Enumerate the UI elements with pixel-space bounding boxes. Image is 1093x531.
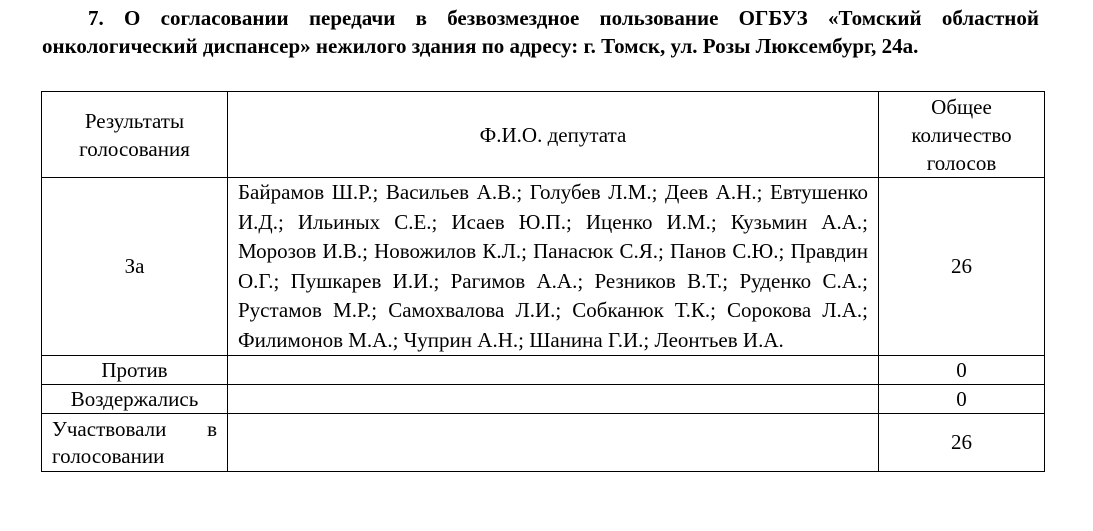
vote-count-abstained: 0 xyxy=(879,385,1045,414)
header-results: Результаты голосования xyxy=(42,92,228,178)
header-deputy-name: Ф.И.О. депутата xyxy=(228,92,879,178)
vote-count-for: 26 xyxy=(879,178,1045,356)
deputy-names-participated xyxy=(228,414,879,472)
voting-results-table xyxy=(41,91,1045,472)
row-label-against: Против xyxy=(42,356,228,385)
row-label-for: За xyxy=(42,178,228,356)
vote-count-against: 0 xyxy=(879,356,1045,385)
deputy-names-abstained xyxy=(228,385,879,414)
header-total-votes: Общее количество голосов xyxy=(879,92,1045,178)
table-header-row xyxy=(42,92,1045,178)
table-row-against xyxy=(42,356,1045,385)
row-label-participated: Участвовали в голосовании xyxy=(42,414,228,472)
table-row-for xyxy=(42,178,1045,356)
table-row-participated xyxy=(42,414,1045,472)
deputy-names-against xyxy=(228,356,879,385)
section-heading: 7. О согласовании передачи в безвозмездное пользование ОГБУЗ «Томский областной онкологический диспансер» нежилого здания по адресу: г. Томск, ул. Розы Люксембург, 24а. xyxy=(42,6,1039,58)
deputy-names-for: Байрамов Ш.Р.; Васильев А.В.; Голубев Л.М.; Деев А.Н.; Евтушенко И.Д.; Ильиных С.Е.; Исаев Ю.П.; Иценко И.М.; Кузьмин А.А.; Морозов И.В.; Новожилов К.Л.; Панасюк С.Я.; Панов С.Ю.; Правдин О.Г.; Пушкарев И.И.; Рагимов А.А.; Резников В.Т.; Руденко С.А.; Рустамов М.Р.; Самохвалова Л.И.; Собканюк Т.К.; Сорокова Л.А.; Филимонов М.А.; Чуприн А.Н.; Шанина Г.И.; Леонтьев И.А. xyxy=(228,178,879,356)
table-row-abstained xyxy=(42,385,1045,414)
row-label-abstained: Воздержались xyxy=(42,385,228,414)
vote-count-participated: 26 xyxy=(879,414,1045,472)
